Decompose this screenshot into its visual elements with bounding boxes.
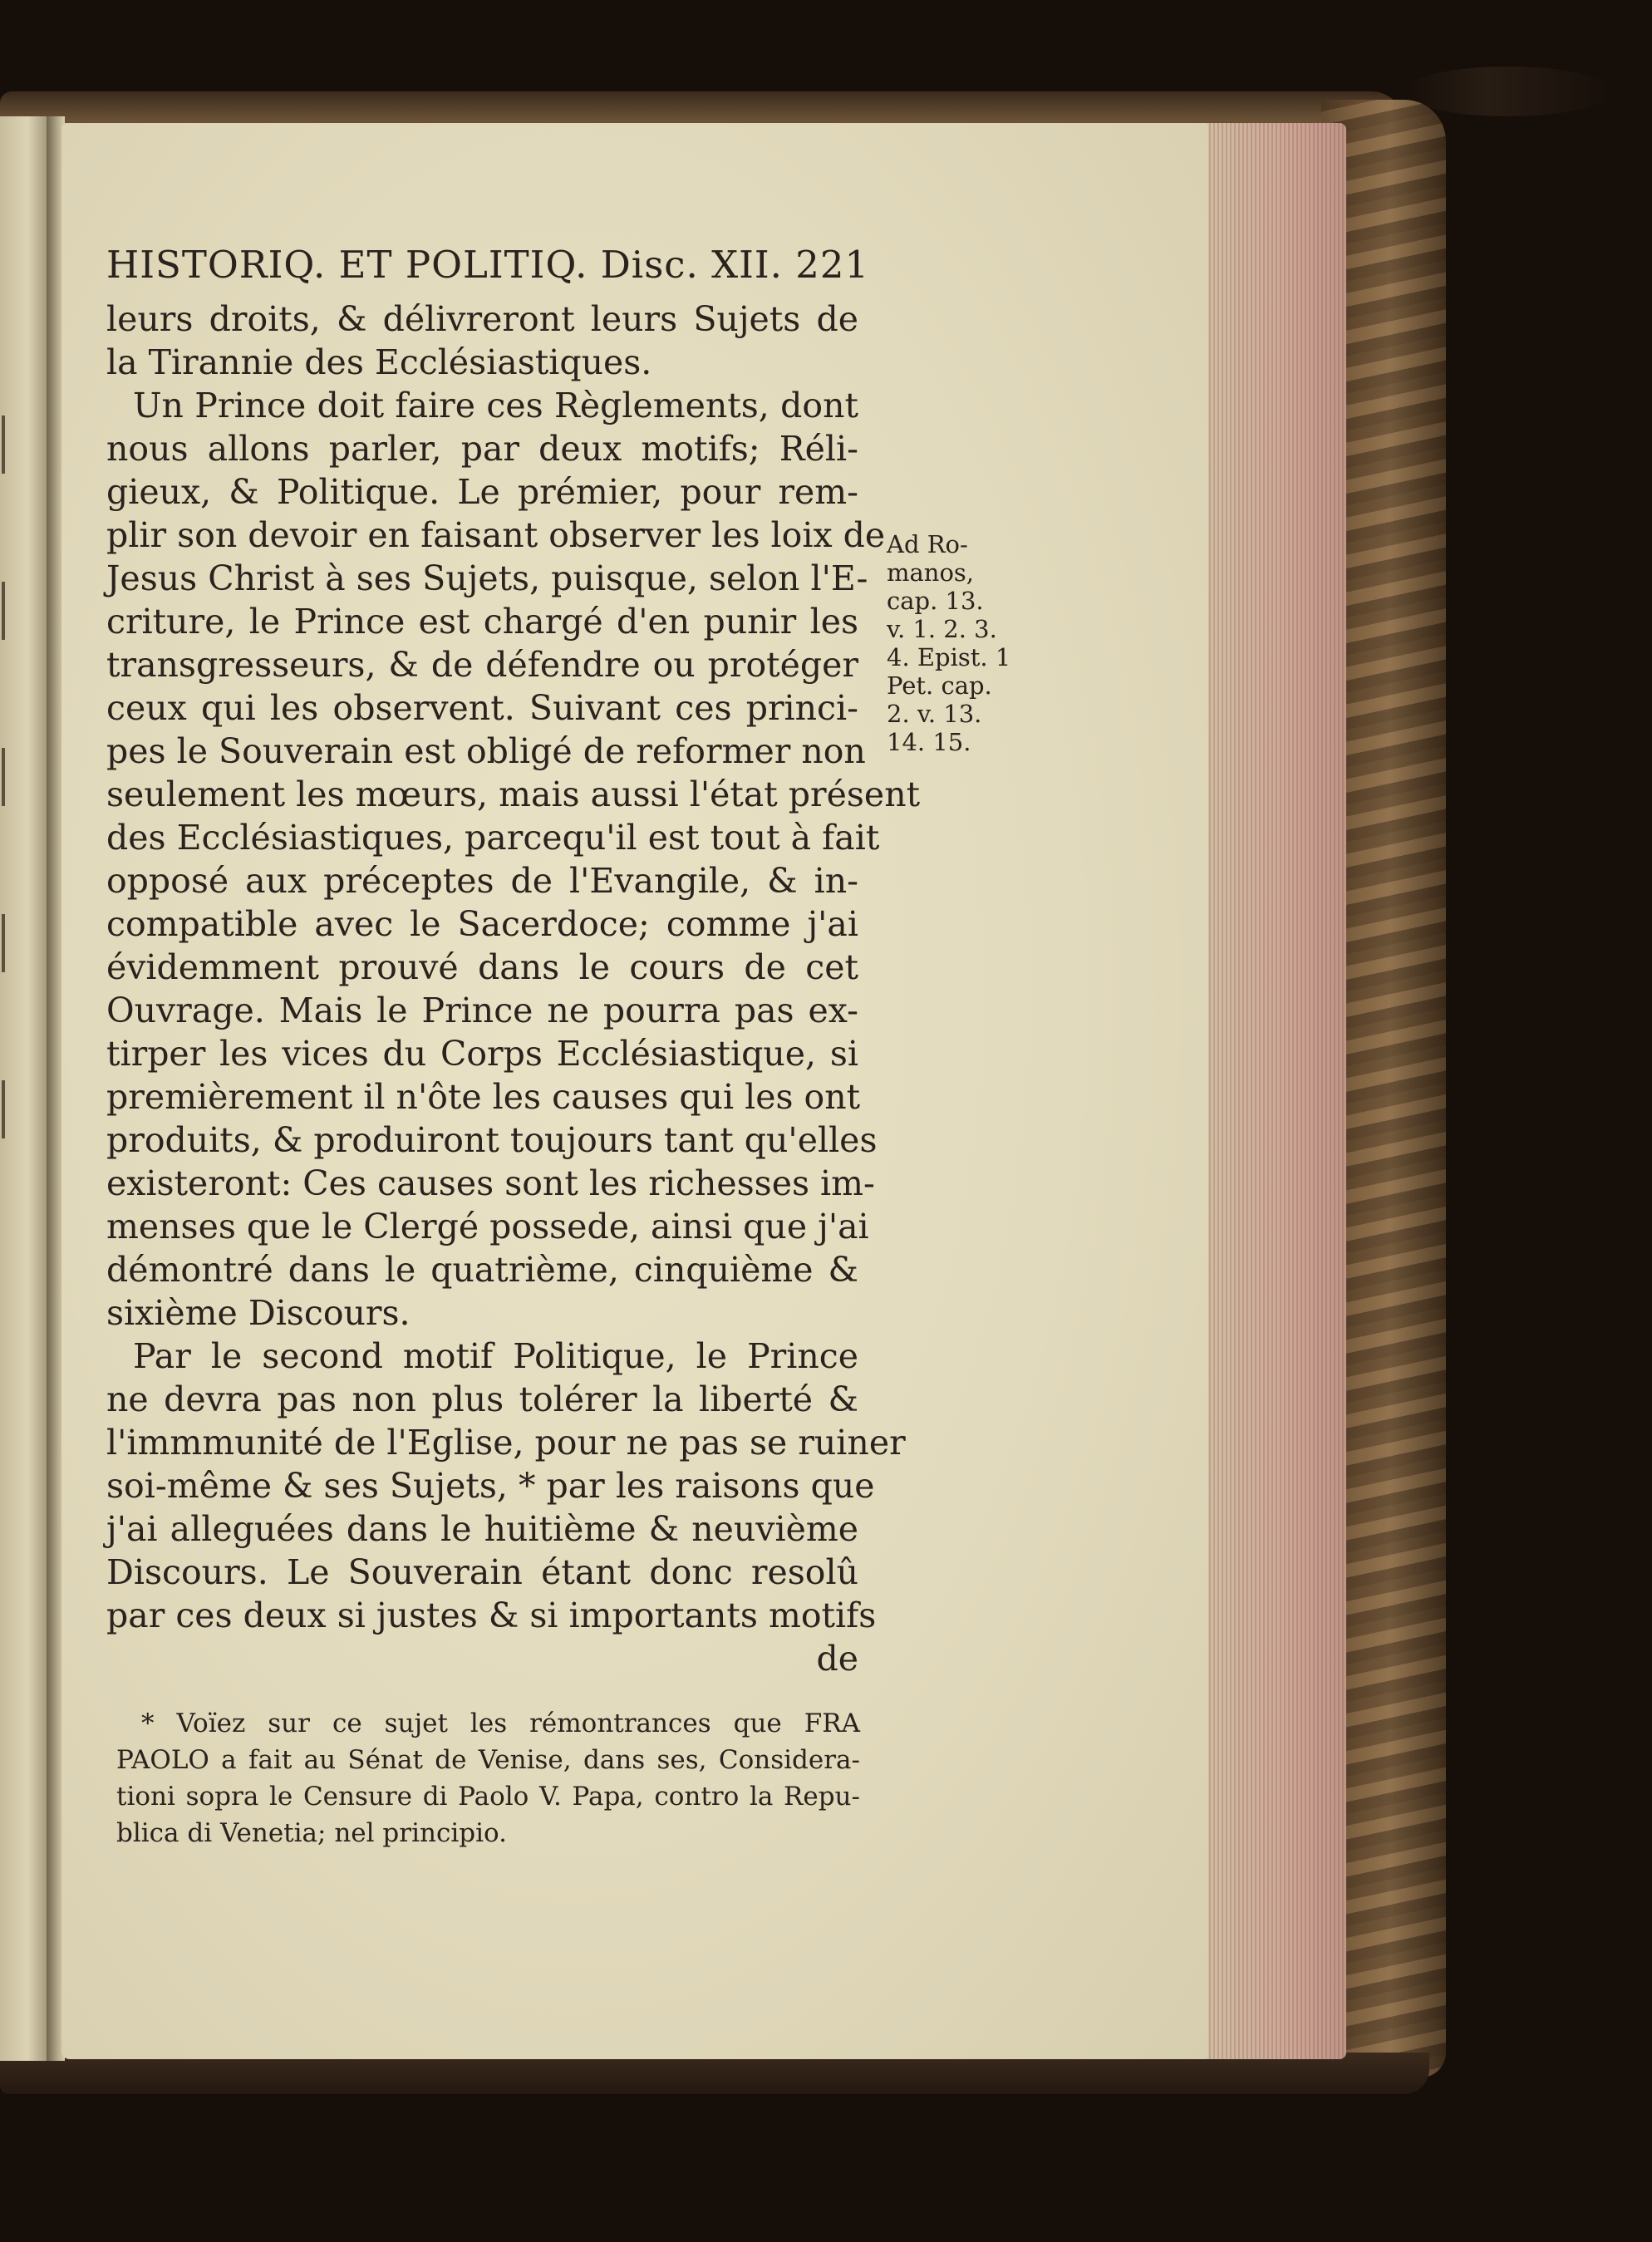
page-fore-edge xyxy=(1197,123,1346,2059)
body-line: évidemment prouvé dans le cours de cet xyxy=(106,947,858,987)
body-line: soi-même & ses Sujets, * par les raisons que xyxy=(106,1466,875,1506)
margin-note-line: v. 1. 2. 3. xyxy=(887,615,997,643)
body-line: existeront: Ces causes sont les richesses im- xyxy=(106,1163,875,1203)
running-head: HISTORIQ. ET POLITIQ. Disc. XII. 221 xyxy=(106,243,870,287)
body-line: Par le second motif Politique, le Prince xyxy=(133,1336,858,1376)
body-line: l'immmunité de l'Eglise, pour ne pas se ruiner xyxy=(106,1423,906,1463)
body-line: j'ai alleguées dans le huitième & neuvième xyxy=(106,1509,858,1549)
body-line: menses que le Clergé possede, ainsi que j'ai xyxy=(106,1207,869,1246)
body-line: opposé aux préceptes de l'Evangile, & in- xyxy=(106,861,858,901)
body-line: pes le Souverain est obligé de reformer non xyxy=(106,731,866,771)
margin-note-line: manos, xyxy=(887,558,975,587)
footnote-line: * Voïez sur ce sujet les rémontrances que FRA xyxy=(141,1709,860,1738)
margin-note-line: Pet. cap. xyxy=(887,671,992,700)
footnote-line: PAOLO a fait au Sénat de Venise, dans ses, Considera- xyxy=(116,1745,860,1775)
body-line: tirper les vices du Corps Ecclésiastique, si xyxy=(106,1034,858,1074)
margin-note-line: 4. Epist. 1 xyxy=(887,643,1011,671)
body-line: nous allons parler, par deux motifs; Réli- xyxy=(106,429,858,469)
body-line: compatible avec le Sacerdoce; comme j'ai xyxy=(106,904,858,944)
body-line: seulement les mœurs, mais aussi l'état présent xyxy=(106,774,921,814)
left-page-edge xyxy=(0,116,50,2061)
body-line: Un Prince doit faire ces Règlements, dont xyxy=(133,386,858,425)
body-line: Ouvrage. Mais le Prince ne pourra pas ex- xyxy=(106,991,858,1030)
body-line: la Tirannie des Ecclésiastiques. xyxy=(106,342,652,382)
body-line: transgresseurs, & de défendre ou protéger xyxy=(106,645,858,685)
cover-edge-shadow xyxy=(1404,66,1612,116)
footnote-line: blica di Venetia; nel principio. xyxy=(116,1818,507,1848)
body-line: par ces deux si justes & si importants motifs xyxy=(106,1595,877,1635)
body-line: Jesus Christ à ses Sujets, puisque, selon l'E- xyxy=(106,558,868,598)
body-line: ceux qui les observent. Suivant ces princi- xyxy=(106,688,858,728)
body-line: produits, & produiront toujours tant qu'elles xyxy=(106,1120,878,1160)
body-line: gieux, & Politique. Le prémier, pour rem- xyxy=(106,472,858,512)
body-line: premièrement il n'ôte les causes qui les ont xyxy=(106,1077,861,1117)
body-line: leurs droits, & délivreront leurs Sujets de xyxy=(106,299,858,339)
body-line: sixième Discours. xyxy=(106,1293,411,1333)
margin-note-line: Ad Ro- xyxy=(887,530,968,558)
margin-note-line: 14. 15. xyxy=(887,728,971,756)
catchword: de xyxy=(816,1639,858,1679)
margin-note-line: 2. v. 13. xyxy=(887,700,982,728)
body-line: démontré dans le quatrième, cinquième & xyxy=(106,1250,858,1290)
margin-note-line: cap. 13. xyxy=(887,587,984,615)
body-line: Discours. Le Souverain étant donc resolû xyxy=(106,1552,858,1592)
body-line: plir son devoir en faisant observer les loix de xyxy=(106,515,886,555)
body-line: des Ecclésiastiques, parcequ'il est tout à fait xyxy=(106,818,880,858)
left-page-print-edge xyxy=(2,415,5,1246)
body-line: ne devra pas non plus tolérer la liberté & xyxy=(106,1379,858,1419)
footnote-line: tioni sopra le Censure di Paolo V. Papa, contro la Repu- xyxy=(116,1782,860,1812)
body-line: criture, le Prince est chargé d'en punir les xyxy=(106,602,858,642)
